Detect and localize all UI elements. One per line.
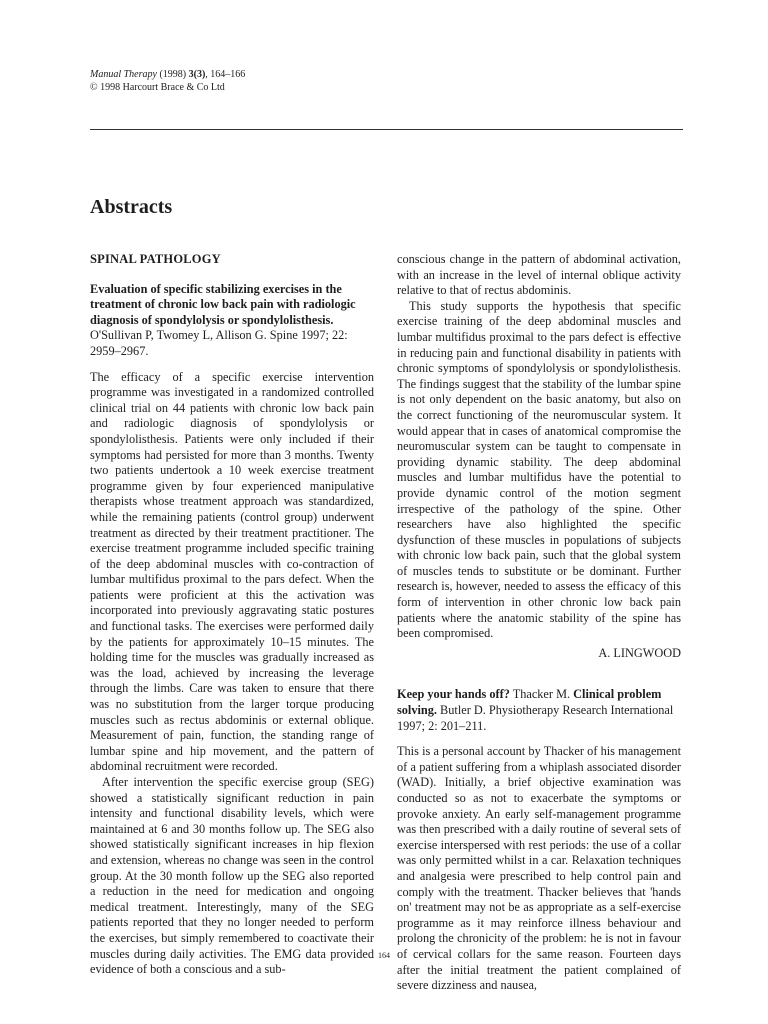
section-heading: SPINAL PATHOLOGY bbox=[90, 252, 221, 266]
journal-citation bbox=[90, 68, 245, 94]
header-rule bbox=[90, 129, 683, 130]
right-column bbox=[397, 252, 681, 994]
journal-name: Manual Therapy bbox=[90, 69, 157, 80]
journal-year: (1998) bbox=[156, 69, 189, 80]
article-author-2: Thacker M. bbox=[509, 687, 574, 702]
section-title: Abstracts bbox=[90, 196, 173, 218]
abstract-paragraph: This study supports the hypothesis that specific exercise training of the deep abdominal muscles and lumbar multifidus proximal to the pars defect is effective in reducing pain and functional disability in patients with chronic symptoms of spondylolysis or spondylolisthesis. The findings suggest that the stability of the lumbar spine is not only dependent on the basic anatomy, but also on the correct functioning of the neuromuscular system. It would appear that in cases of anatomical compromise the neuromuscular system can be taught to compensate in providing dynamic stability. The deep abdominal muscles and lumbar multifidus have the potential to provide dynamic control of the motion segment irrespective of the pathology of the spine. Other researchers have also highlighted the specific dysfunction of these muscles in populations of subjects with chronic low back pain, such that the global system of muscles tends to substitute or be dominant. Further research is, however, needed to assess the efficacy of this form of intervention in other chronic low back pain patients where the anatomic stability of the spine has been compromised. bbox=[397, 298, 681, 641]
journal-pages: , 164–166 bbox=[205, 69, 246, 80]
abstract-paragraph: This is a personal account by Thacker of his management of a patient suffering from a whiplash associated disorder (WAD). Initially, a brief objective examination was conducted so as not to exacerbate the symptoms or provoke anxiety. An early self-management programme was then prescribed with a daily routine of several sets of exercise interspersed with rest periods: the use of a collar was only permitted whilst in a car. Relaxation techniques and analgesia were prescribed to help control pain and comply with the treatment. Thacker believes that 'hands on' treatment may not be as appropriate as a self-exercise programme as it may reinforce illness behaviour and prolong the chronicity of the problem: he is not in favour of cervical collars for the same reason. Fourteen days after the initial treatment the patient complained of severe dizziness and nausea, bbox=[397, 744, 681, 993]
article-title-1: Evaluation of specific stabilizing exercises in the treatment of chronic low back pain with radiologic diagnosis of spondylolysis or spondylolisthesis. bbox=[90, 281, 356, 327]
journal-line bbox=[90, 68, 245, 81]
journal-copyright: © 1998 Harcourt Brace & Co Ltd bbox=[90, 82, 225, 93]
article-source-2: Butler D. Physiotherapy Research International 1997; 2: 201–211. bbox=[397, 703, 674, 733]
abstract-paragraph: conscious change in the pattern of abdominal activation, with an increase in the level of internal oblique activity relative to that of rectus abdominis. bbox=[397, 252, 681, 298]
left-column bbox=[90, 252, 374, 978]
article-subtitle-2: Clinical problem solving. bbox=[397, 687, 662, 718]
article-citation-1 bbox=[90, 282, 374, 360]
abstract-paragraph: The efficacy of a specific exercise intervention programme was investigated in a randomized controlled clinical trial on 44 patients with chronic low back pain and radiologic diagnosis of spondylolysis or spondylolisthesis. Patients were only included if their symptoms had persisted for more than 3 months. Twenty two patients undertook a 10 week exercise treatment programme given by four experienced manipulative therapists whose treatment approach was standardized, while the remaining patients (control group) underwent treatment as directed by their treatment practitioner. The exercise treatment programme included specific training of the deep abdominal muscles with co-contraction of lumbar multifidus proximal to the pars defect. When the patients were proficient at this the activation was incorporated into previously aggravating static postures and functional tasks. The exercises were performed daily by the patients for approximately 10–15 minutes. The holding time for the muscles was gradually increased as was the load, achieved by increasing the leverage through the limbs. Care was taken to ensure that there was no substitution from the larger torque producing muscles such as rectus abdominis or external oblique. Measurement of pain, function, the standing range of lumbar spine and hip movement, and the pattern of abdominal recruitment were recorded. bbox=[90, 369, 374, 774]
journal-volume: 3(3) bbox=[188, 69, 206, 80]
reviewer-signature: A. LINGWOOD bbox=[598, 645, 681, 660]
page-number: 164 bbox=[378, 951, 390, 960]
article-citation-2 bbox=[397, 687, 681, 734]
article-authors-1: O'Sullivan P, Twomey L, Allison G. Spine 1997; 22: 2959–2967. bbox=[90, 328, 348, 358]
abstract-paragraph: After intervention the specific exercise group (SEG) showed a statistically significant reduction in pain intensity and functional disability levels, which were maintained at 6 and 30 months follow up. The SEG also showed statistically significant increases in hip flexion and extension, whereas no change was seen in the control group. At the 30 month follow up the SEG also reported a reduction in the need for medication and ongoing medical treatment. Interestingly, many of the SEG patients reported that they no longer needed to perform the exercises, but simply remembered to coactivate their muscles during daily activities. The EMG data provided evidence of both a conscious and a sub- bbox=[90, 775, 374, 977]
article-title-2: Keep your hands off? bbox=[397, 687, 510, 702]
